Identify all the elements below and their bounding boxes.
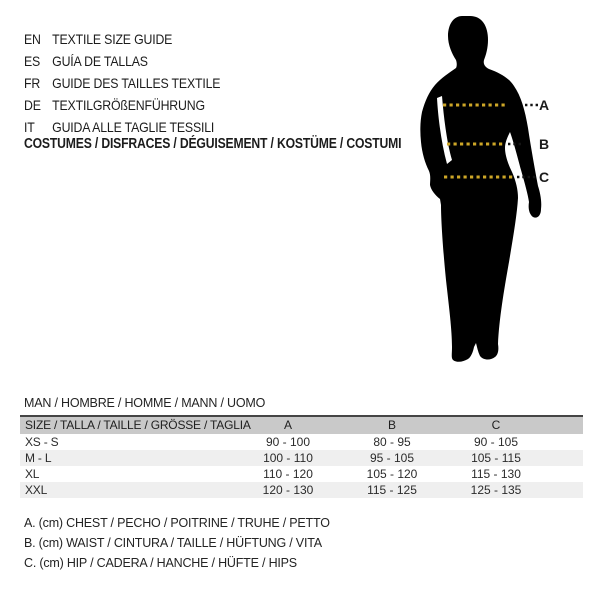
hip-range-cell: 90 - 105 bbox=[473, 435, 519, 449]
language-row-de bbox=[24, 94, 220, 116]
category-title: COSTUMES / DISFRACES / DÉGUISEMENT / KOSTÜME / COSTUMI bbox=[24, 136, 402, 152]
language-code: IT bbox=[24, 119, 35, 135]
size-table bbox=[20, 415, 583, 498]
size-table-row-xs-s bbox=[20, 434, 583, 450]
measurement-legend bbox=[24, 513, 330, 573]
language-code: EN bbox=[24, 31, 41, 47]
legend-line-hip: C. (cm) HIP / CADERA / HANCHE / HÜFTE / HIPS bbox=[24, 556, 297, 570]
size-cell: XXL bbox=[25, 483, 48, 497]
language-title: TEXTILE SIZE GUIDE bbox=[52, 31, 173, 47]
language-title: GUIDA ALLE TAGLIE TESSILI bbox=[52, 119, 215, 135]
language-row-en bbox=[24, 28, 220, 50]
man-silhouette-shape bbox=[420, 16, 541, 362]
size-table-row-m-l bbox=[20, 450, 583, 466]
size-cell: XS - S bbox=[25, 435, 59, 449]
marker-label-c: C bbox=[539, 169, 550, 185]
marker-label-b: B bbox=[539, 136, 550, 152]
language-title: GUÍA DE TALLAS bbox=[52, 53, 148, 69]
language-code: ES bbox=[24, 53, 41, 69]
waist-range-cell: 105 - 120 bbox=[366, 467, 418, 481]
size-cell: M - L bbox=[25, 451, 52, 465]
legend-line-chest: A. (cm) CHEST / PECHO / POITRINE / TRUHE / PETTO bbox=[24, 516, 330, 530]
column-b-header: B bbox=[387, 418, 396, 432]
waist-range-cell: 95 - 105 bbox=[369, 451, 415, 465]
language-row-fr bbox=[24, 72, 220, 94]
chest-range-cell: 100 - 110 bbox=[263, 451, 313, 465]
size-cell: XL bbox=[25, 467, 40, 481]
language-code: DE bbox=[24, 97, 41, 113]
column-c-header: C bbox=[491, 418, 501, 432]
waist-range-cell: 115 - 125 bbox=[367, 483, 417, 497]
size-table-row-xl bbox=[20, 466, 583, 482]
chest-range-cell: 110 - 120 bbox=[263, 467, 313, 481]
marker-label-a: A bbox=[539, 97, 550, 113]
size-table-header-row bbox=[20, 417, 583, 434]
size-table-row-xxl bbox=[20, 482, 583, 498]
hip-range-cell: 105 - 115 bbox=[471, 451, 521, 465]
language-title: TEXTILGRÖßENFÜHRUNG bbox=[52, 97, 205, 113]
hip-range-cell: 115 - 130 bbox=[471, 467, 521, 481]
hip-range-cell: 125 - 135 bbox=[470, 483, 522, 497]
chest-range-cell: 90 - 100 bbox=[265, 435, 311, 449]
chest-range-cell: 120 - 130 bbox=[262, 483, 314, 497]
waist-range-cell: 80 - 95 bbox=[373, 435, 411, 449]
gender-label: MAN / HOMBRE / HOMME / MANN / UOMO bbox=[24, 396, 266, 410]
language-row-es bbox=[24, 50, 220, 72]
language-code: FR bbox=[24, 75, 41, 91]
language-title: GUIDE DES TAILLES TEXTILE bbox=[52, 75, 221, 91]
language-list bbox=[24, 28, 220, 138]
legend-line-waist: B. (cm) WAIST / CINTURA / TAILLE / HÜFTUNG / VITA bbox=[24, 536, 322, 550]
size-column-header: SIZE / TALLA / TAILLE / GRÖSSE / TAGLIA bbox=[25, 418, 251, 432]
language-row-it bbox=[24, 116, 220, 138]
column-a-header: A bbox=[283, 418, 292, 432]
